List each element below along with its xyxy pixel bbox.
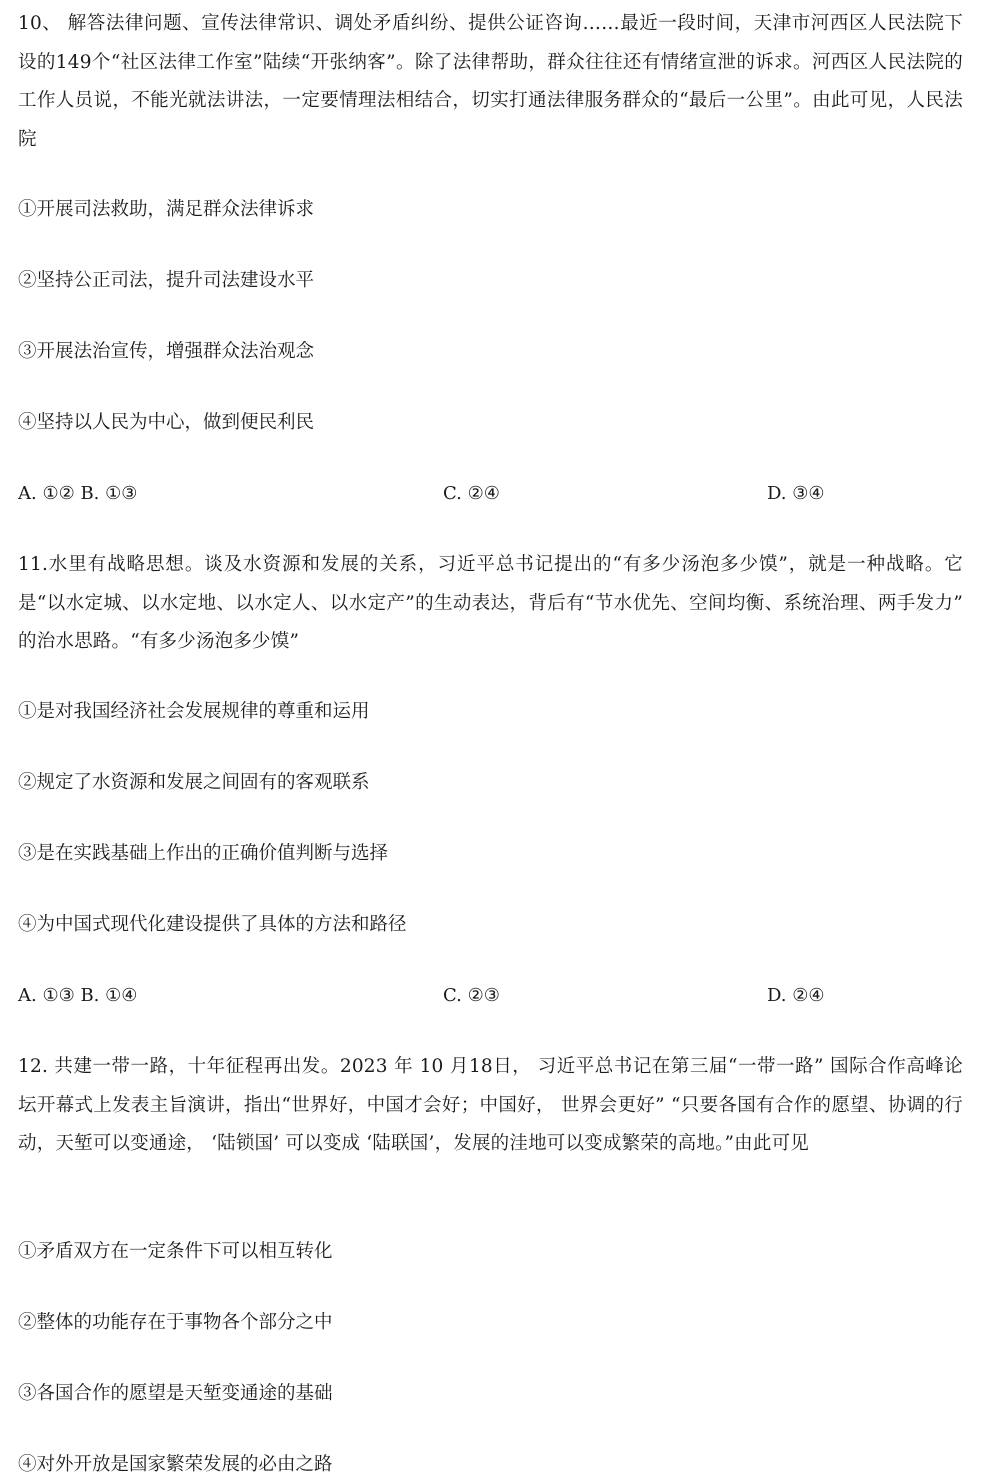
question-11-choice-a-b: A. ①③ B. ①④ xyxy=(18,985,138,1006)
question-10-choices xyxy=(18,481,963,507)
question-11-option-1: ①是对我国经济社会发展规律的尊重和运用 xyxy=(18,701,370,722)
question-12-option-2: ②整体的功能存在于事物各个部分之中 xyxy=(18,1312,333,1333)
question-11-stem: 11.水里有战略思想。谈及水资源和发展的关系，习近平总书记提出的“有多少汤泡多少馍”，就是一种战略。它是“以水定城、以水定地、以水定人、以水定产”的生动表达，背后有“节水优先、空间均衡、系统治理、两手发力” 的治水思路。“有多少汤泡多少馍” xyxy=(18,554,963,652)
question-11-choice-c: C. ②③ xyxy=(443,985,500,1006)
question-12-stem: 12. 共建一带一路，十年征程再出发。2023 年 10 月18日， 习近平总书记在第三届“一带一路” 国际合作高峰论坛开幕式上发表主旨演讲，指出“世界好，中国才会好；中国好， 世界会更好” “只要各国有合作的愿望、协调的行动，天堑可以变通途， ‘陆锁国’ 可以变成 ‘陆联国’，发展的洼地可以变成繁荣的高地。”由此可见 xyxy=(18,1056,963,1154)
question-10-option-3: ③开展法治宣传，增强群众法治观念 xyxy=(18,341,315,362)
question-11-choices xyxy=(18,983,963,1009)
question-11-option-3: ③是在实践基础上作出的正确价值判断与选择 xyxy=(18,843,389,864)
question-10-stem: 10、 解答法律问题、宣传法律常识、调处矛盾纠纷、提供公证咨询……最近一段时间，天津市河西区人民法院下设的149个“社区法律工作室”陆续“开张纳客”。除了法律帮助，群众往往还有情绪宣泄的诉求。河西区人民法院的工作人员说，不能光就法讲法，一定要情理法相结合，切实打通法律服务群众的“最后一公里”。由此可见，人民法院 xyxy=(18,13,963,150)
question-10-choice-d: D. ③④ xyxy=(767,483,825,504)
question-12-option-1: ①矛盾双方在一定条件下可以相互转化 xyxy=(18,1241,333,1262)
question-11-option-4: ④为中国式现代化建设提供了具体的方法和路径 xyxy=(18,914,407,935)
question-10-option-1: ①开展司法救助，满足群众法律诉求 xyxy=(18,199,315,220)
question-11-choice-d: D. ②④ xyxy=(767,985,825,1006)
question-12-option-4: ④对外开放是国家繁荣发展的必由之路 xyxy=(18,1454,333,1475)
question-10-option-2: ②坚持公正司法，提升司法建设水平 xyxy=(18,270,315,291)
question-10-option-4: ④坚持以人民为中心，做到便民利民 xyxy=(18,412,315,433)
question-11-option-2: ②规定了水资源和发展之间固有的客观联系 xyxy=(18,772,370,793)
question-12-option-3: ③各国合作的愿望是天堑变通途的基础 xyxy=(18,1383,333,1404)
question-10-choice-c: C. ②④ xyxy=(443,483,500,504)
question-10-choice-a-b: A. ①② B. ①③ xyxy=(18,483,138,504)
